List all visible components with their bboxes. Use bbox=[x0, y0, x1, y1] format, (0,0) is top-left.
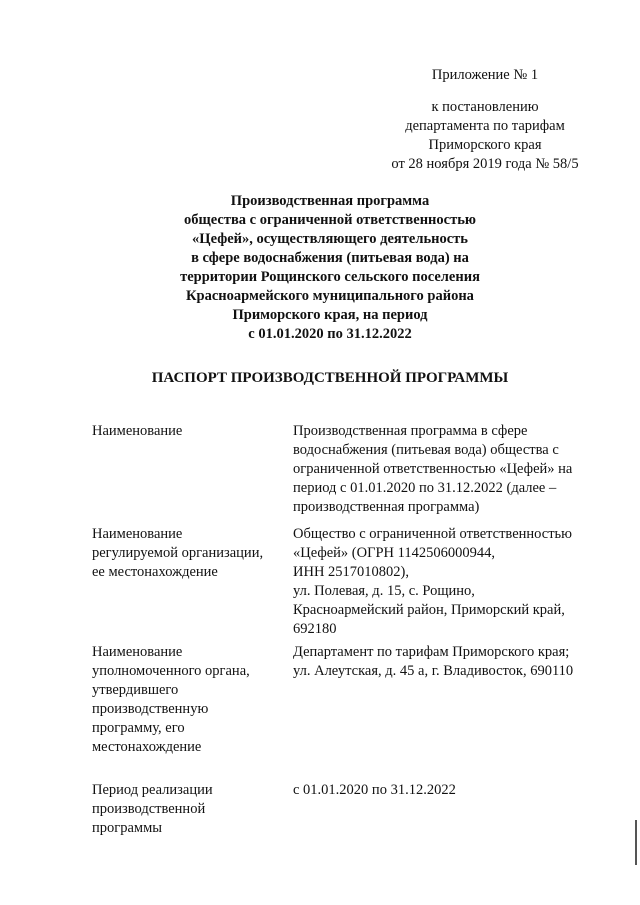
passport-row-period bbox=[92, 781, 612, 841]
label-line: программы bbox=[92, 820, 162, 836]
label-line: производственной bbox=[92, 801, 206, 817]
label-line: местонахождение bbox=[92, 739, 202, 755]
appendix-block bbox=[360, 66, 610, 174]
label-line: ее местонахождение bbox=[92, 564, 218, 580]
value-line: с 01.01.2020 по 31.12.2022 bbox=[293, 782, 456, 798]
passport-row-value bbox=[293, 422, 612, 525]
appendix-line: департамента по тарифам bbox=[405, 118, 565, 134]
passport-row-label bbox=[92, 422, 293, 525]
program-title-line: территории Рощинского сельского поселения bbox=[180, 269, 480, 285]
program-title bbox=[120, 192, 540, 344]
program-title-line: с 01.01.2020 по 31.12.2022 bbox=[248, 326, 412, 342]
passport-row-label bbox=[92, 781, 293, 841]
value-line: водоснабжения (питьевая вода) общества с bbox=[293, 442, 559, 458]
label-line: уполномоченного органа, bbox=[92, 663, 250, 679]
value-line: ул. Полевая, д. 15, с. Рощино, bbox=[293, 583, 475, 599]
value-line: Красноармейский район, Приморский край, bbox=[293, 602, 565, 618]
value-line: ИНН 2517010802), bbox=[293, 564, 409, 580]
label-line: утвердившего bbox=[92, 682, 179, 698]
program-title-line: Приморского края, на период bbox=[232, 307, 428, 323]
value-line: ул. Алеутская, д. 45 а, г. Владивосток, 690110 bbox=[293, 663, 574, 679]
passport-row-value bbox=[293, 643, 612, 781]
value-line: ограниченной ответственностью «Цефей» на bbox=[293, 461, 573, 477]
value-line: 692180 bbox=[293, 621, 337, 637]
value-line: Общество с ограниченной ответственностью bbox=[293, 526, 572, 542]
appendix-line: от 28 ноября 2019 года № 58/5 bbox=[391, 156, 579, 172]
value-line: период с 01.01.2020 по 31.12.2022 (далее – bbox=[293, 480, 557, 496]
program-title-line: Производственная программа bbox=[230, 193, 430, 209]
value-line: Производственная программа в сфере bbox=[293, 423, 528, 439]
passport-row-name bbox=[92, 422, 612, 525]
passport-row-value bbox=[293, 781, 612, 841]
program-title-line: Красноармейского муниципального района bbox=[186, 288, 474, 304]
program-title-line: в сфере водоснабжения (питьевая вода) на bbox=[191, 250, 469, 266]
label-line: Наименование bbox=[92, 423, 183, 439]
value-line: Департамент по тарифам Приморского края; bbox=[293, 644, 570, 660]
scan-edge-mark bbox=[635, 820, 637, 865]
label-line: программу, его bbox=[92, 720, 185, 736]
label-line: производственную bbox=[92, 701, 209, 717]
label-line: регулируемой организации, bbox=[92, 545, 264, 561]
passport-row-label bbox=[92, 643, 293, 781]
value-line: производственная программа) bbox=[293, 499, 480, 515]
passport-row-value bbox=[293, 525, 612, 643]
passport-row-authority bbox=[92, 643, 612, 781]
label-line: Наименование bbox=[92, 526, 183, 542]
label-line: Период реализации bbox=[92, 782, 213, 798]
program-title-line: «Цефей», осуществляющего деятельность bbox=[192, 231, 468, 247]
passport-table bbox=[92, 422, 612, 841]
passport-heading: ПАСПОРТ ПРОИЗВОДСТВЕННОЙ ПРОГРАММЫ bbox=[151, 370, 509, 386]
appendix-title: Приложение № 1 bbox=[431, 67, 539, 83]
program-title-line: общества с ограниченной ответственностью bbox=[184, 212, 476, 228]
value-line: «Цефей» (ОГРН 1142506000944, bbox=[293, 545, 495, 561]
appendix-line: Приморского края bbox=[428, 137, 542, 153]
passport-row-organization bbox=[92, 525, 612, 643]
label-line: Наименование bbox=[92, 644, 183, 660]
appendix-line: к постановлению bbox=[431, 99, 539, 115]
passport-row-label bbox=[92, 525, 293, 643]
